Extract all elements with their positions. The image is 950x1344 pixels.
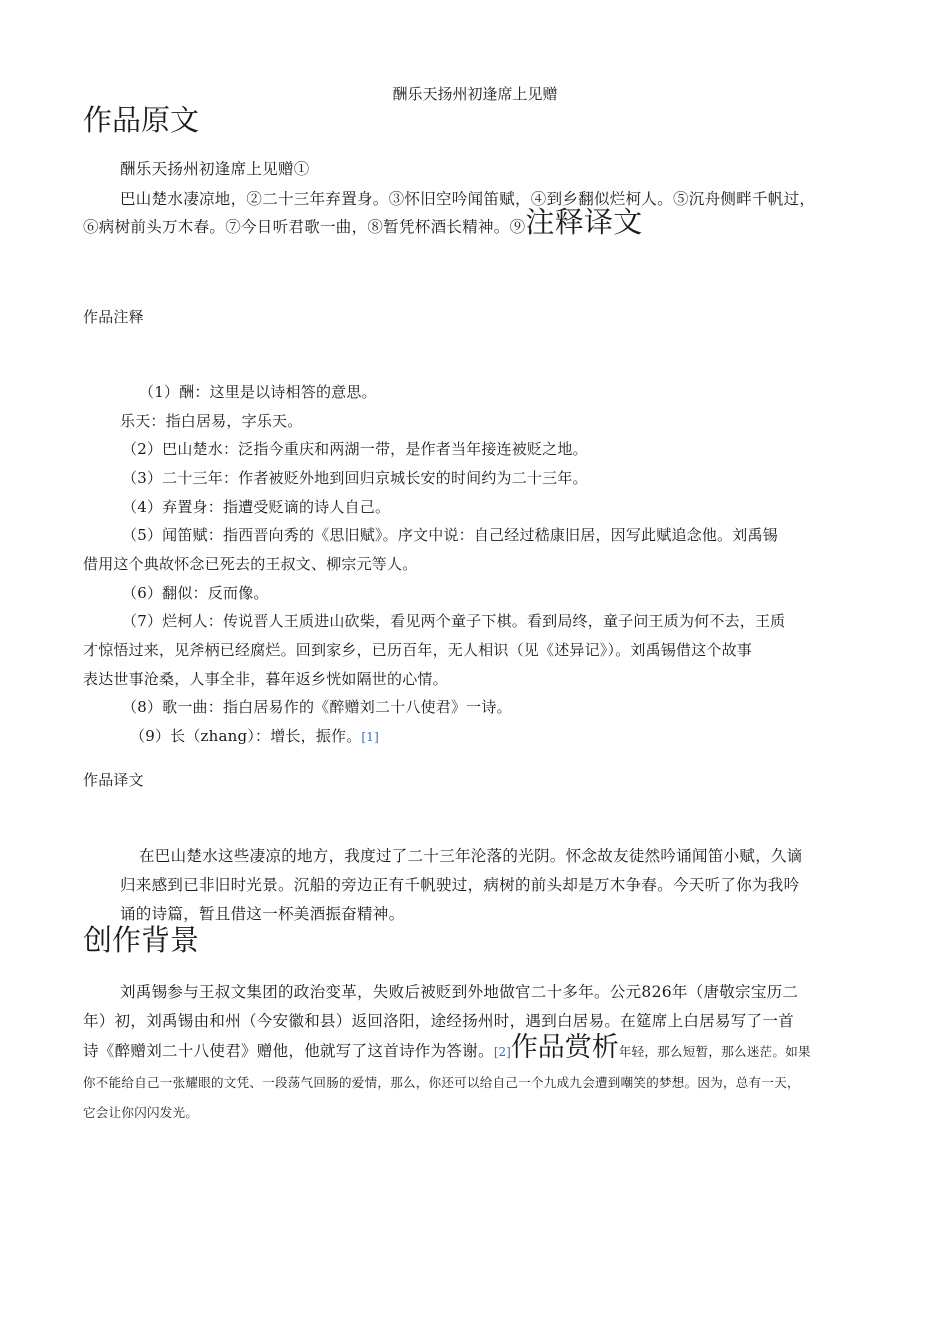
note-2: （2）巴山楚水：泛指今重庆和两湖一带，是作者当年接连被贬之地。	[122, 440, 588, 458]
background-line-1: 刘禹锡参与王叔文集团的政治变革，失败后被贬到外地做官二十多年。公元826年（唐敬宗宝历二	[120, 983, 799, 1001]
notes-title: 作品注释	[83, 308, 144, 326]
note-9-row	[130, 725, 379, 746]
note-1: （1）酬：这里是以诗相答的意思。	[139, 383, 377, 401]
background-line-3: 诗《醉赠刘二十八使君》赠他，他就写了这首诗作为答谢。	[83, 1042, 494, 1060]
note-5-line-2: 借用这个典故怀念已死去的王叔文、柳宗元等人。	[83, 555, 418, 573]
appreciation-line-3: 它会让你闪闪发光。	[83, 1105, 199, 1120]
note-9: （9）长（zhang）：增长，振作。	[130, 727, 362, 745]
note-5-line-1: （5）闻笛赋：指西晋向秀的《思旧赋》。序文中说：自己经过嵇康旧居，因写此赋追念他。刘禹锡	[122, 526, 778, 544]
translation-line-2: 归来感到已非旧时光景。沉船的旁边正有千帆驶过，病树的前头却是万木争春。今天听了你为我吟	[120, 876, 800, 894]
translation-line-3: 诵的诗篇，暂且借这一杯美酒振奋精神。	[120, 905, 405, 923]
translation-line-1: 在巴山楚水这些凄凉的地方，我度过了二十三年沦落的光阴。怀念故友徒然吟诵闻笛小赋，久谪	[139, 847, 803, 865]
heading-appreciation: 作品赏析	[510, 1032, 619, 1063]
note-7-line-2: 才惊悟过来，见斧柄已经腐烂。回到家乡，已历百年，无人相识（见《述异记》）。刘禹锡借这个故事	[83, 641, 753, 659]
background-line-3-row	[83, 1030, 811, 1070]
note-4: （4）弃置身：指遭受贬谪的诗人自己。	[122, 498, 391, 516]
poem-title: 酬乐天扬州初逢席上见赠①	[120, 160, 310, 178]
poem-line-1: 巴山楚水凄凉地，②二十三年弃置身。③怀旧空吟闻笛赋，④到乡翻似烂柯人。⑤沉舟侧畔千帆过，	[120, 190, 816, 208]
appreciation-line-1: 年轻，那么短暂，那么迷茫。如果	[618, 1044, 811, 1059]
document-title: 酬乐天扬州初逢席上见赠	[392, 85, 558, 103]
note-7-line-3: 表达世事沧桑，人事全非，暮年返乡恍如隔世的心情。	[83, 670, 448, 688]
note-8: （8）歌一曲：指白居易作的《醉赠刘二十八使君》一诗。	[122, 698, 512, 716]
translation-title: 作品译文	[83, 771, 144, 789]
heading-original-text: 作品原文	[83, 103, 200, 137]
note-6: （6）翻似：反而像。	[122, 584, 269, 602]
reference-link-1[interactable]: [1]	[361, 730, 380, 744]
appreciation-line-2: 你不能给自己一张耀眼的文凭、一段荡气回肠的爱情，那么，你还可以给自己一个九成九会遭到嘲笑的梦想。因为，总有一天，	[83, 1075, 800, 1090]
reference-link-2[interactable]: [2]	[493, 1045, 511, 1059]
heading-background: 创作背景	[83, 923, 200, 957]
note-7-line-1: （7）烂柯人：传说晋人王质进山砍柴，看见两个童子下棋。看到局终，童子问王质为何不去，王质	[122, 612, 786, 630]
poem-line-2: ⑥病树前头万木春。⑦今日听君歌一曲，⑧暂凭杯酒长精神。⑨	[83, 218, 526, 236]
note-1b: 乐天：指白居易，字乐天。	[120, 412, 303, 430]
poem-line-2-row	[83, 203, 643, 246]
background-line-2: 年）初，刘禹锡由和州（今安徽和县）返回洛阳，途经扬州时，遇到白居易。在筵席上白居易写了一首	[83, 1012, 795, 1030]
heading-notes-translation: 注释译文	[525, 205, 643, 239]
note-3: （3）二十三年：作者被贬外地到回归京城长安的时间约为二十三年。	[122, 469, 588, 487]
